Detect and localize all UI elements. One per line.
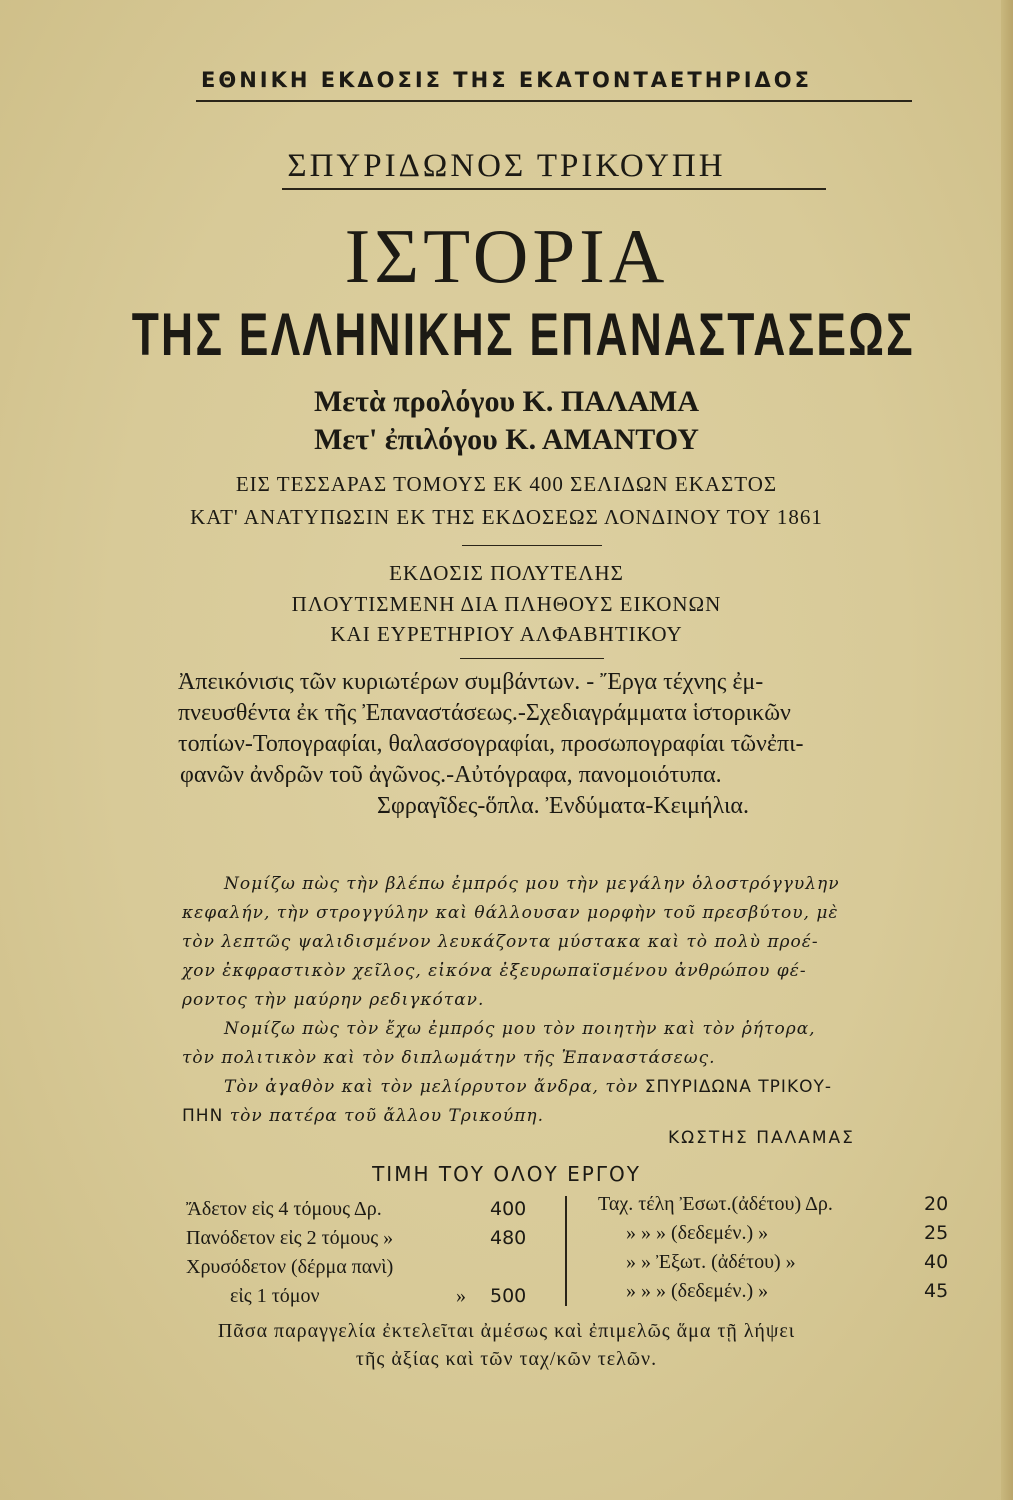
price-left-value: 400 bbox=[490, 1198, 527, 1220]
price-left-label: Πανόδετον εἰς 2 τόμους » bbox=[186, 1227, 394, 1249]
title-line-2: ΤΗΣ ΕΛΛΗΝΙΚΗΣ ΕΠΑΝΑΣΤΑΣΕΩΣ bbox=[131, 301, 915, 368]
illustrations-line: πνευσθέντα ἐκ τῆς Ἐπαναστάσεως.-Σχεδιαγράμματα ἱστορικῶν bbox=[178, 700, 791, 726]
quote-line: Νομίζω πὼς τὸν ἔχω ἐμπρός μου τὸν ποιητὴν καὶ τὸν ῥήτορα, bbox=[224, 1019, 816, 1039]
price-left-label: Χρυσόδετον (δέρμα πανὶ) bbox=[186, 1256, 394, 1278]
price-left-value: 480 bbox=[490, 1227, 527, 1249]
price-right-value: 25 bbox=[924, 1222, 949, 1244]
price-right-label: Ταχ. τέλη Ἐσωτ.(ἀδέτου) Δρ. bbox=[598, 1193, 833, 1215]
edition-rule bbox=[462, 545, 602, 546]
quote-line: Νομίζω πὼς τὴν βλέπω ἐμπρός μου τὴν μεγάλην ὁλοστρόγγυλην bbox=[224, 874, 840, 894]
reprint-line: ΚΑΤ' ΑΝΑΤΥΠΩΣΙΝ ΕΚ ΤΗΣ ΕΚΔΟΣΕΩΣ ΛΟΝΔΙΝΟΥ ΤΟΥ 1861 bbox=[190, 505, 823, 529]
palamas-quote bbox=[182, 870, 950, 1131]
quote-line: κεφαλήν, τὴν στρογγύλην καὶ θάλλουσαν μορφὴν τοῦ πρεσβύτου, μὲ bbox=[182, 903, 839, 923]
quote-name: ΣΠΥΡΙΔΩΝΑ ΤΡΙΚΟΥ- bbox=[644, 1077, 832, 1097]
edition-line: ΕΚΔΟΣΙΣ ΠΟΛΥΤΕΛΗΣ bbox=[389, 561, 624, 585]
illustrations-paragraph bbox=[178, 667, 948, 822]
quote-line bbox=[182, 1102, 950, 1131]
price-right-label: » » » (δεδεμέν.) » bbox=[626, 1280, 769, 1302]
price-left-mark: » bbox=[456, 1285, 466, 1307]
price-right-value: 45 bbox=[924, 1280, 949, 1302]
title-line-1: ΙΣΤΟΡΙΑ bbox=[344, 213, 669, 299]
illustrations-line: τοπίων-Τοπογραφίαι, θαλασσογραφίαι, προσωπογραφίαι τῶνἐπι- bbox=[178, 731, 804, 757]
quote-line: τὸν λεπτῶς ψαλιδισμένον λευκάζοντα μύστακα καὶ τὸ πολὺ προέ- bbox=[182, 932, 819, 952]
price-right-label: » » » (δεδεμέν.) » bbox=[626, 1222, 769, 1244]
author-rule bbox=[282, 188, 826, 190]
volumes-line: ΕΙΣ ΤΕΣΣΑΡΑΣ ΤΟΜΟΥΣ ΕΚ 400 ΣΕΛΙΔΩΝ ΕΚΑΣΤΟΣ bbox=[235, 472, 778, 496]
price-heading: ΤΙΜΗ ΤΟΥ ΟΛΟΥ ΕΡΓΟΥ bbox=[372, 1162, 641, 1186]
quote-line: τὸν πολιτικὸν καὶ τὸν διπλωμάτην τῆς Ἐπαναστάσεως. bbox=[182, 1048, 716, 1068]
illustrations-line: φανῶν ἀνδρῶν τοῦ ἀγῶνος.-Αὐτόγραφα, πανομοιότυπα. bbox=[180, 762, 722, 788]
edition-line: ΚΑΙ ΕΥΡΕΤΗΡΙΟΥ ΑΛΦΑΒΗΤΙΚΟΥ bbox=[330, 622, 683, 646]
price-right-value: 20 bbox=[924, 1193, 949, 1215]
header-rule bbox=[196, 100, 912, 102]
footer-line: Πᾶσα παραγγελία ἐκτελεῖται ἀμέσως καὶ ἐπιμελῶς ἅμα τῇ λήψει bbox=[217, 1320, 796, 1342]
quote-line: χον ἐκφραστικὸν χεῖλος, εἰκόνα ἐξευρωπαϊσμένου ἀνθρώπου φέ- bbox=[182, 961, 807, 981]
price-right-value: 40 bbox=[924, 1251, 949, 1273]
footer-line: τῆς ἀξίας καὶ τῶν ταχ/κῶν τελῶν. bbox=[355, 1348, 658, 1370]
series-title: ΕΘΝΙΚΗ ΕΚΔΟΣΙΣ ΤΗΣ ΕΚΑΤΟΝΤΑΕΤΗΡΙΔΟΣ bbox=[201, 68, 812, 92]
prologue-line: Μετὰ προλόγου Κ. ΠΑΛΑΜΑ bbox=[313, 385, 700, 418]
price-divider bbox=[565, 1196, 567, 1306]
illustrations-line: Σφραγῖδες-ὅπλα. Ἐνδύματα-Κειμήλια. bbox=[377, 793, 749, 819]
price-left-label: εἰς 1 τόμον bbox=[230, 1285, 320, 1307]
quote-signature: ΚΩΣΤΗΣ ΠΑΛΑΜΑΣ bbox=[668, 1128, 855, 1148]
quote-line bbox=[182, 1073, 950, 1102]
quote-line: ροντος τὴν μαύρην ρεδιγκόταν. bbox=[182, 990, 485, 1010]
edition-rule bbox=[460, 658, 604, 659]
epilogue-line: Μετ' ἐπιλόγου Κ. ΑΜΑΝΤΟΥ bbox=[314, 423, 699, 456]
quote-text: Τὸν ἀγαθὸν καὶ τὸν μελίρρυτον ἄνδρα, τὸν bbox=[224, 1077, 639, 1097]
illustrations-line: Ἀπεικόνισις τῶν κυριωτέρων συμβάντων. - Ἔργα τέχνης ἐμ- bbox=[178, 669, 764, 695]
quote-name: ΠΗΝ bbox=[182, 1106, 224, 1126]
price-right-label: » » Ἐξωτ. (ἀδέτου) » bbox=[626, 1251, 796, 1273]
price-left-value: 500 bbox=[490, 1285, 527, 1307]
author-name: ΣΠΥΡΙΔΩΝΟΣ ΤΡΙΚΟΥΠΗ bbox=[287, 148, 726, 184]
quote-text: τὸν πατέρα τοῦ ἄλλου Τρικούπη. bbox=[229, 1106, 544, 1126]
edition-line: ΠΛΟΥΤΙΣΜΕΝΗ ΔΙΑ ΠΛΗΘΟΥΣ ΕΙΚΟΝΩΝ bbox=[291, 592, 722, 616]
price-left-label: Ἄδετον εἰς 4 τόμους Δρ. bbox=[186, 1198, 382, 1220]
